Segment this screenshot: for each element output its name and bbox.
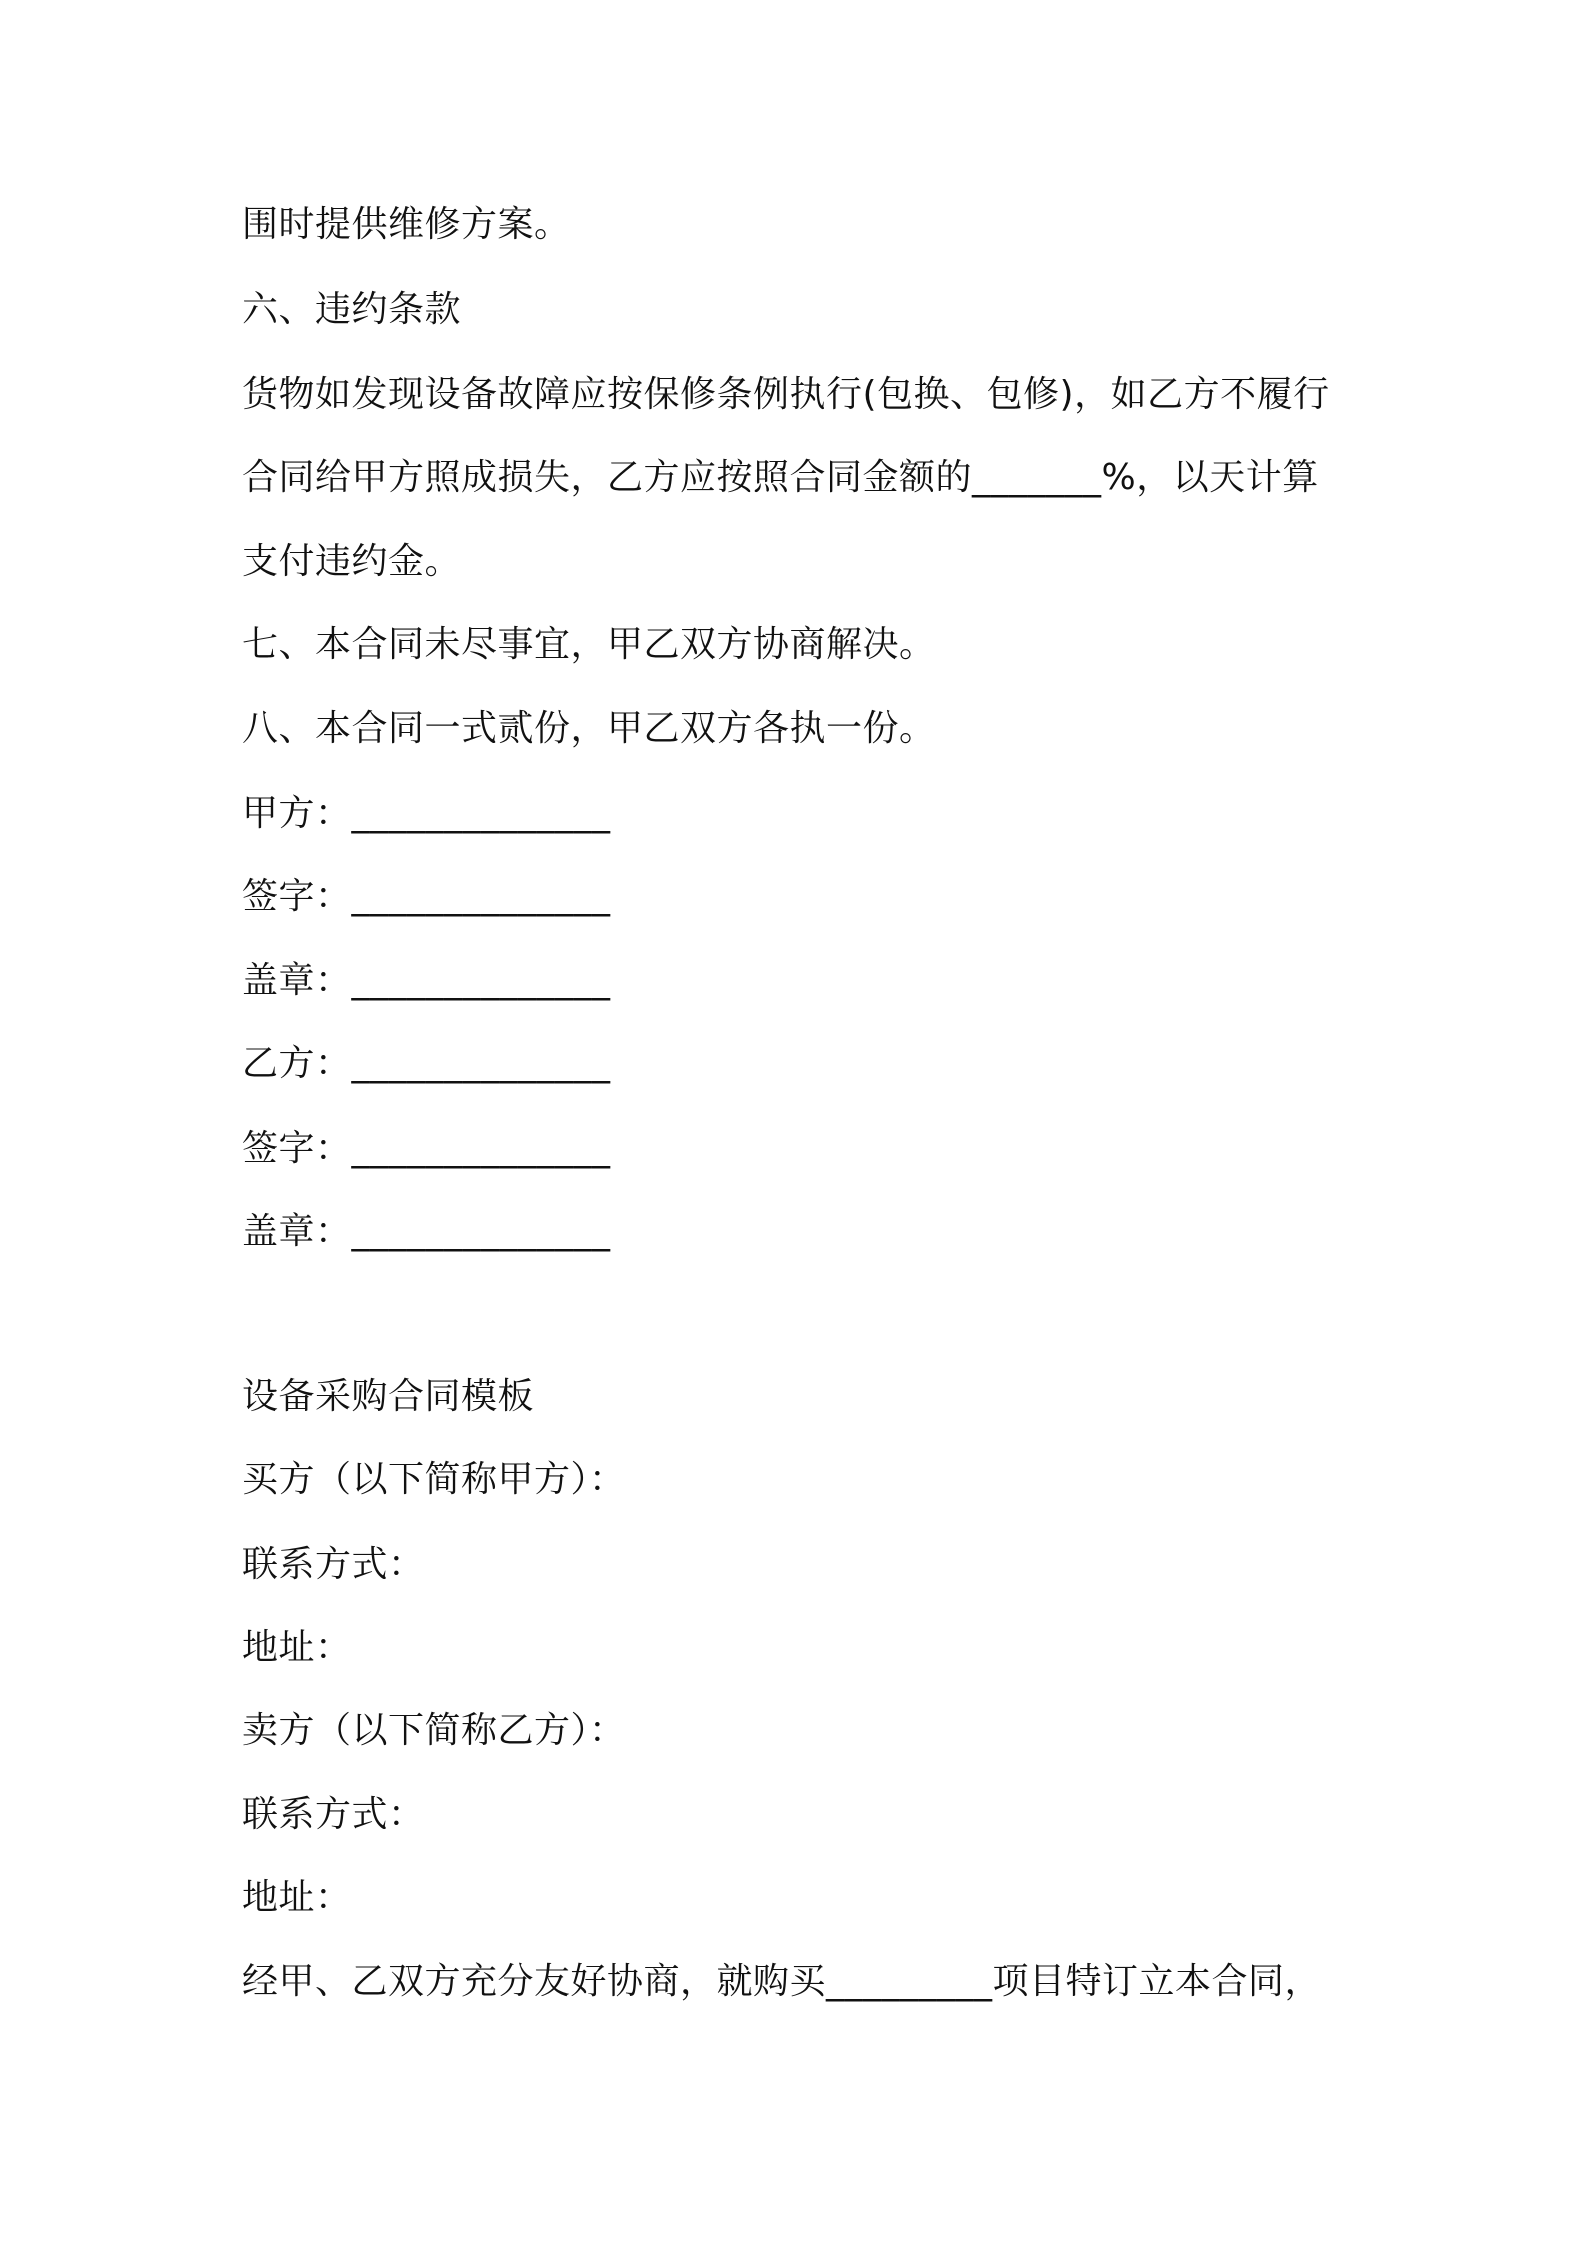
signature-seal-b: 盖章：______________ [242,1211,611,1252]
text-line: 经甲、乙双方充分友好协商，就购买_________项目特订立本合同， [242,1961,1322,2002]
signature-sign-b: 签字：______________ [242,1128,611,1169]
signature-party-b: 乙方：______________ [242,1043,611,1084]
signature-seal-a: 盖章：______________ [242,960,611,1001]
text-line: 货物如发现设备故障应按保修条例执行(包换、包修)，如乙方不履行 [242,374,1330,415]
text-line: 八、本合同一式贰份，甲乙双方各执一份。 [242,708,936,749]
buyer-contact: 联系方式： [242,1544,425,1585]
text-line: 合同给甲方照成损失，乙方应按照合同金额的_______%，以天计算 [242,457,1319,498]
signature-party-a: 甲方：______________ [242,793,611,834]
seller-label: 卖方（以下简称乙方）： [242,1710,626,1751]
buyer-label: 买方（以下简称甲方）： [242,1459,626,1500]
text-line: 围时提供维修方案。 [242,204,571,245]
document-title: 设备采购合同模板 [242,1376,535,1417]
seller-contact: 联系方式： [242,1794,425,1835]
buyer-address: 地址： [242,1627,352,1668]
signature-sign-a: 签字：______________ [242,876,611,917]
text-line: 支付违约金。 [242,541,462,582]
section-heading: 六、违约条款 [242,289,462,330]
text-line: 七、本合同未尽事宜，甲乙双方协商解决。 [242,624,936,665]
seller-address: 地址： [242,1877,352,1918]
